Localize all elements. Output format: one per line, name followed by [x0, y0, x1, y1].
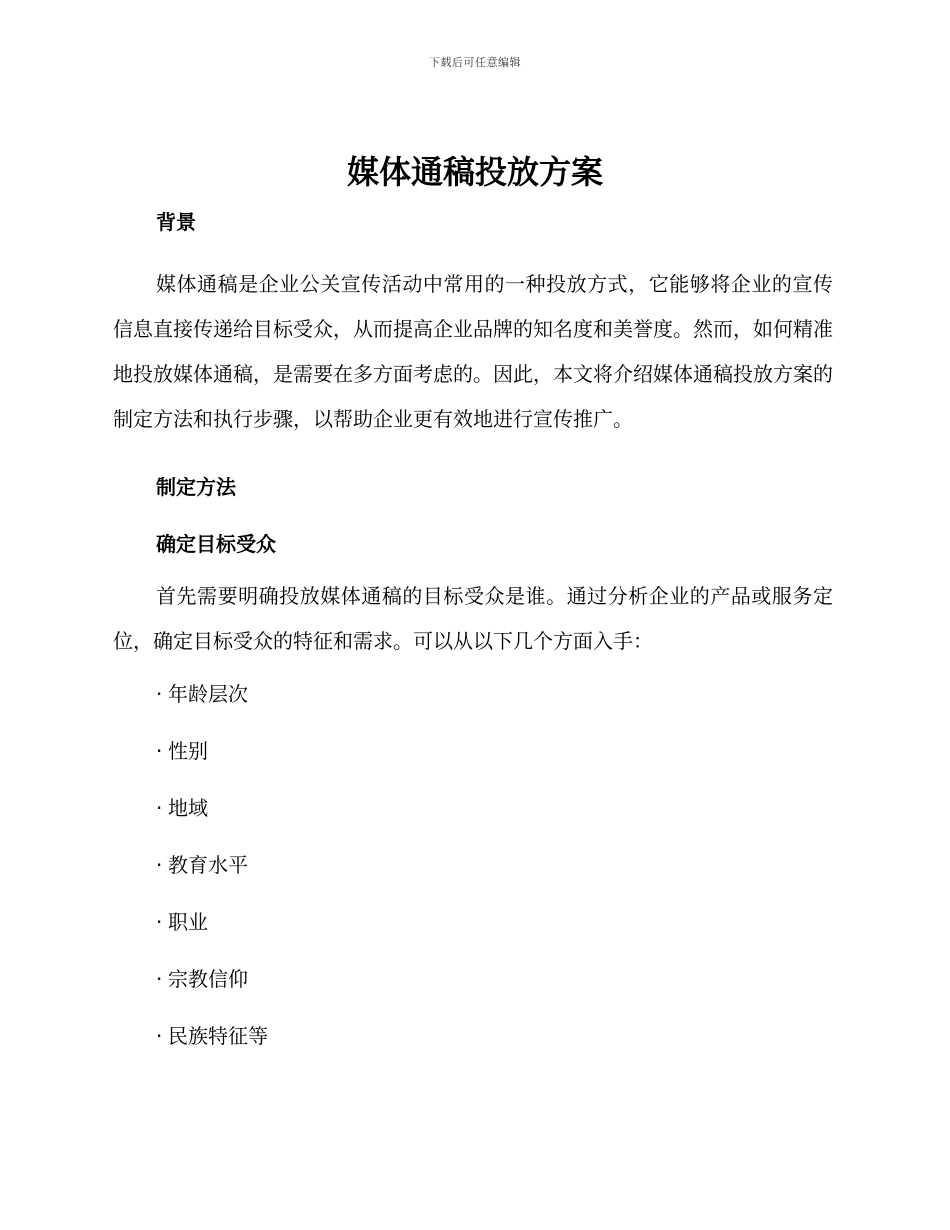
background-paragraph: 媒体通稿是企业公关宣传活动中常用的一种投放方式，它能够将企业的宣传信息直接传递给目标受众，从而提高企业品牌的知名度和美誉度。然而，如何精准地投放媒体通稿，是需要在多方面考虑的。因此，本文将介绍媒体通稿投放方案的制定方法和执行步骤，以帮助企业更有效地进行宣传推广。 — [113, 272, 833, 431]
document-body — [113, 205, 833, 1053]
list-item-label: 职业 — [168, 910, 208, 934]
list-item-age — [113, 677, 833, 711]
bullet-dot: · — [156, 682, 163, 706]
list-item-ethnicity — [113, 1019, 833, 1053]
list-item-label: 年龄层次 — [168, 682, 248, 706]
subsection-heading-audience: 确定目标受众 — [156, 532, 276, 556]
list-item-occupation — [113, 905, 833, 939]
bullet-dot: · — [156, 967, 163, 991]
list-item-label: 宗教信仰 — [168, 967, 248, 991]
page-header-note: 下载后可任意编辑 — [429, 56, 521, 69]
section-heading-method: 制定方法 — [156, 475, 236, 499]
list-item-education — [113, 848, 833, 882]
document-title: 媒体通稿投放方案 — [346, 153, 603, 191]
audience-factor-list — [113, 677, 833, 1053]
list-item-label: 民族特征等 — [168, 1024, 268, 1048]
bullet-dot: · — [156, 853, 163, 877]
section-heading-background: 背景 — [156, 210, 196, 234]
list-item-label: 教育水平 — [168, 853, 248, 877]
list-item-region — [113, 791, 833, 825]
bullet-dot: · — [156, 1024, 163, 1048]
list-item-religion — [113, 962, 833, 996]
audience-paragraph: 首先需要明确投放媒体通稿的目标受众是谁。通过分析企业的产品或服务定位，确定目标受众的特征和需求。可以从以下几个方面入手： — [113, 584, 833, 653]
list-item-label: 地域 — [168, 796, 208, 820]
list-item-label: 性别 — [168, 739, 208, 763]
list-item-gender — [113, 734, 833, 768]
bullet-dot: · — [156, 739, 163, 763]
bullet-dot: · — [156, 910, 163, 934]
bullet-dot: · — [156, 796, 163, 820]
